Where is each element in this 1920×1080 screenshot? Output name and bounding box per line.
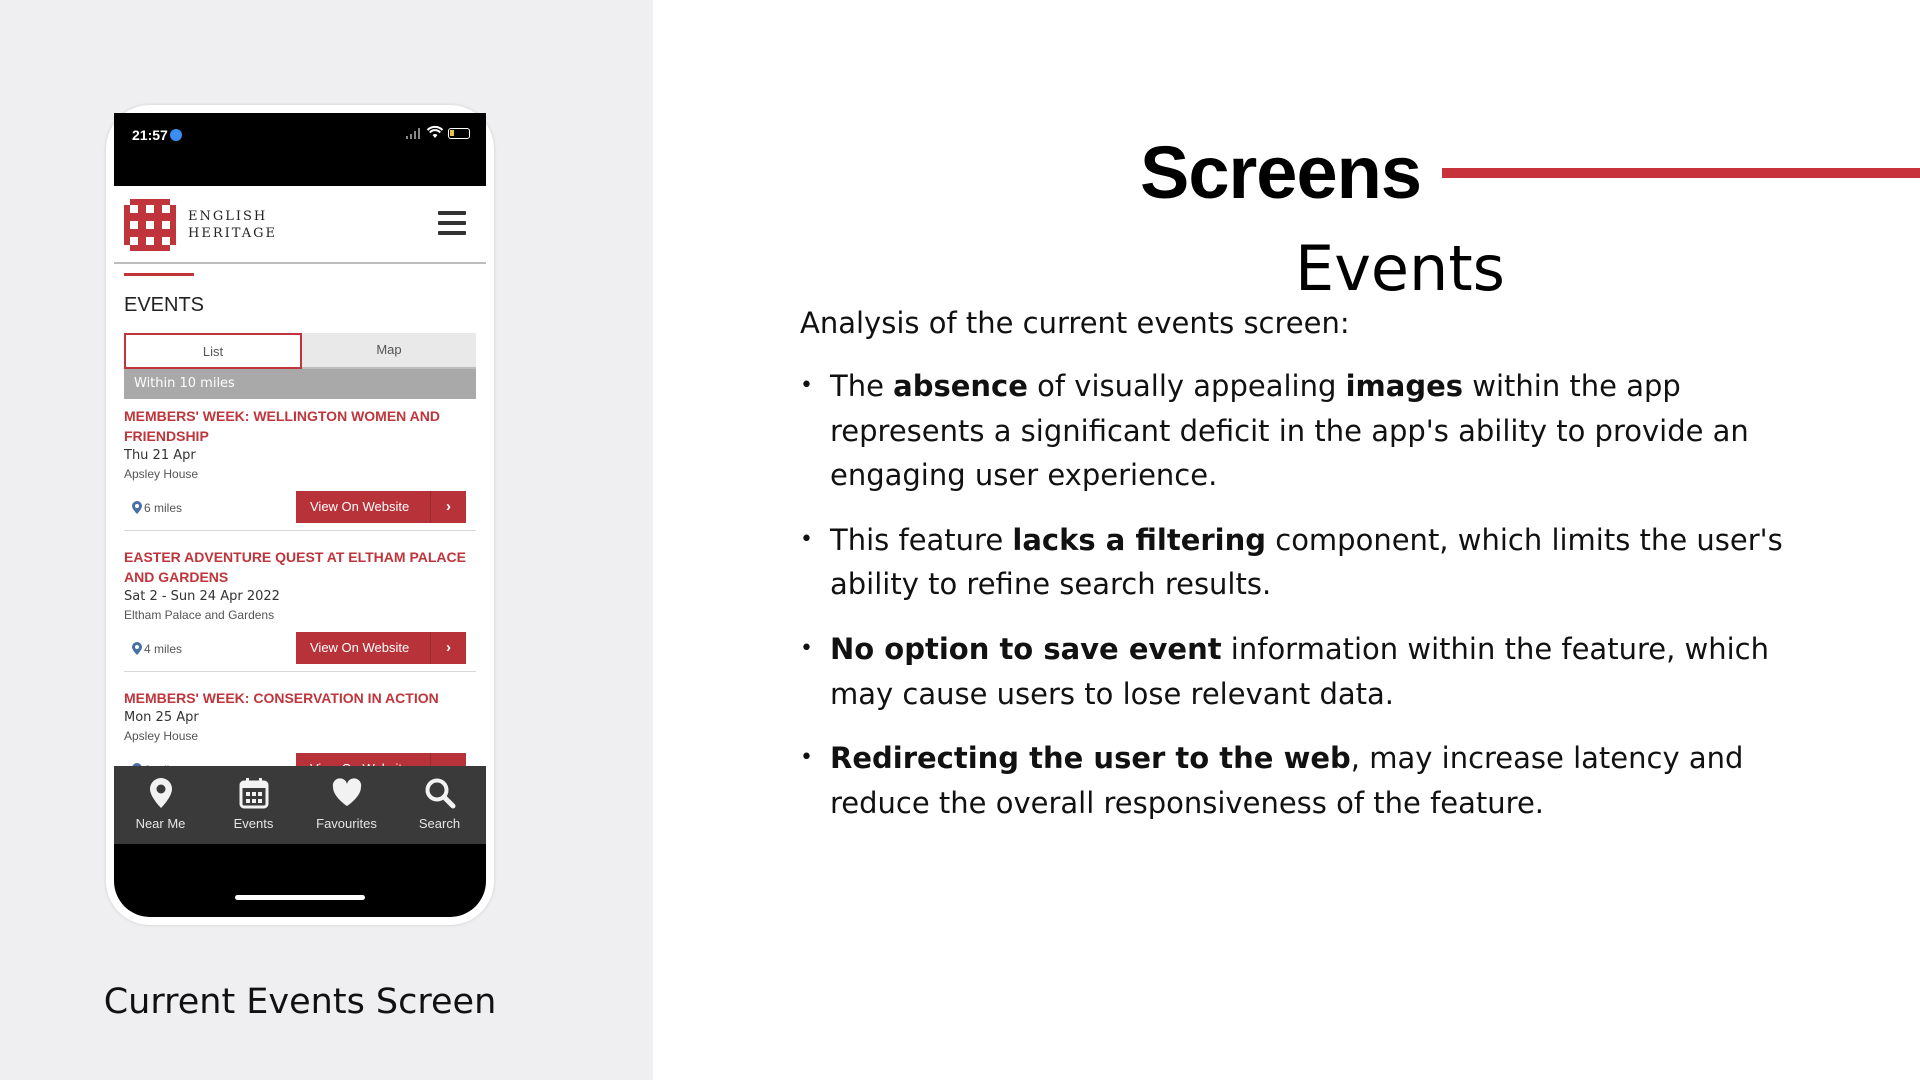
chevron-right-icon: › bbox=[430, 491, 466, 523]
bullet-text: The bbox=[830, 369, 894, 403]
bullet-bold: Redirecting the user to the web bbox=[830, 741, 1351, 776]
distance-label: 4 miles bbox=[144, 642, 183, 656]
status-time-wrap bbox=[132, 127, 182, 143]
english-heritage-logo-icon[interactable] bbox=[124, 199, 176, 251]
event-actions bbox=[124, 632, 476, 672]
button-label: View On Website bbox=[310, 499, 410, 514]
event-actions bbox=[124, 491, 476, 531]
logo-line-1: ENGLISH bbox=[188, 209, 268, 224]
status-icons bbox=[406, 127, 470, 139]
calendar-icon bbox=[237, 776, 271, 810]
tabbar-label: Search bbox=[418, 816, 461, 831]
hamburger-menu-icon[interactable] bbox=[438, 211, 466, 235]
bullet-text: This feature bbox=[830, 522, 1013, 557]
bullet-text: of visually appealing bbox=[1027, 369, 1346, 403]
tabbar-item-events[interactable] bbox=[207, 766, 300, 844]
status-bar bbox=[114, 113, 486, 186]
events-title: EVENTS bbox=[124, 294, 205, 316]
view-tabs bbox=[124, 333, 476, 369]
event-date: Sat 2 - Sun 24 Apr 2022 bbox=[124, 589, 280, 604]
caption: Current Events Screen bbox=[103, 982, 497, 1022]
event-title[interactable]: EASTER ADVENTURE QUEST AT ELTHAM PALACE AND GARDENS bbox=[124, 549, 466, 585]
tab-list[interactable]: List bbox=[124, 333, 302, 369]
event-date: Thu 21 Apr bbox=[124, 448, 196, 463]
event-distance bbox=[132, 501, 182, 515]
event-venue: Eltham Palace and Gardens bbox=[124, 608, 275, 622]
slide-subheading: Events bbox=[1295, 232, 1505, 305]
bullet-bold: No option to save event bbox=[830, 631, 1222, 666]
tabbar-item-favourites[interactable] bbox=[300, 766, 393, 844]
view-on-website-button[interactable] bbox=[296, 632, 466, 664]
event-card bbox=[124, 406, 476, 531]
logo-line-2: HERITAGE bbox=[188, 226, 277, 241]
status-time: 21:57 bbox=[132, 127, 168, 143]
logo-text bbox=[188, 208, 277, 242]
tabbar-item-search[interactable] bbox=[393, 766, 486, 844]
location-pin-icon bbox=[132, 501, 142, 514]
bullet-item bbox=[800, 518, 1800, 607]
tabbar-item-near-me[interactable] bbox=[114, 766, 207, 844]
event-title[interactable]: MEMBERS' WEEK: CONSERVATION IN ACTION bbox=[124, 690, 439, 706]
bullet-list bbox=[800, 364, 1800, 845]
bullet-text: component, which limits the user's ability to refine search results. bbox=[830, 522, 1783, 602]
chevron-right-icon: › bbox=[430, 632, 466, 664]
phone-mockup bbox=[106, 105, 494, 925]
bullet-item bbox=[800, 364, 1800, 498]
tabbar-label: Favourites bbox=[316, 816, 377, 831]
event-venue: Apsley House bbox=[124, 729, 199, 743]
heading-rule bbox=[1442, 168, 1920, 178]
signal-icon bbox=[406, 128, 422, 139]
event-distance bbox=[132, 642, 182, 656]
tab-map[interactable]: Map bbox=[302, 333, 476, 369]
button-label: View On Website bbox=[310, 640, 410, 655]
location-pin-icon bbox=[144, 776, 178, 810]
slide-heading: Screens bbox=[1140, 131, 1421, 214]
distance-label: 6 miles bbox=[144, 501, 183, 515]
event-title[interactable]: MEMBERS' WEEK: WELLINGTON WOMEN AND FRIENDSHIP bbox=[124, 408, 440, 444]
bullet-bold: absence bbox=[893, 369, 1028, 403]
section-underline bbox=[124, 273, 194, 276]
home-indicator[interactable] bbox=[235, 895, 365, 900]
view-on-website-button[interactable] bbox=[296, 491, 466, 523]
bullet-text: , may increase latency and reduce the overall responsiveness of the feature. bbox=[830, 741, 1744, 820]
bullet-item bbox=[800, 627, 1800, 716]
tabbar-label: Events bbox=[233, 816, 274, 831]
location-arrow-icon bbox=[170, 129, 182, 141]
radius-filter[interactable]: Within 10 miles bbox=[124, 369, 476, 399]
tabbar-label: Near Me bbox=[135, 816, 186, 831]
wifi-icon bbox=[427, 127, 443, 139]
bullet-text: information within the feature, which may cause users to lose relevant data. bbox=[830, 631, 1769, 711]
search-icon bbox=[423, 776, 457, 810]
phone-screen bbox=[114, 113, 486, 917]
bottom-tab-bar bbox=[114, 766, 486, 844]
app-content bbox=[114, 186, 486, 766]
bullet-text: within the app represents a significant deficit in the app's ability to provide an engaging user experience. bbox=[830, 369, 1749, 493]
left-panel bbox=[0, 0, 653, 1080]
intro-text: Analysis of the current events screen: bbox=[800, 306, 1350, 340]
event-venue: Apsley House bbox=[124, 467, 199, 481]
bullet-item bbox=[800, 736, 1800, 825]
heart-icon bbox=[330, 776, 364, 810]
app-header bbox=[114, 186, 486, 264]
location-pin-icon bbox=[132, 642, 142, 655]
event-date: Mon 25 Apr bbox=[124, 710, 199, 725]
battery-icon bbox=[448, 128, 470, 139]
bullet-bold: lacks a filtering bbox=[1012, 522, 1267, 557]
event-card bbox=[124, 547, 476, 672]
bullet-bold: images bbox=[1345, 369, 1464, 403]
